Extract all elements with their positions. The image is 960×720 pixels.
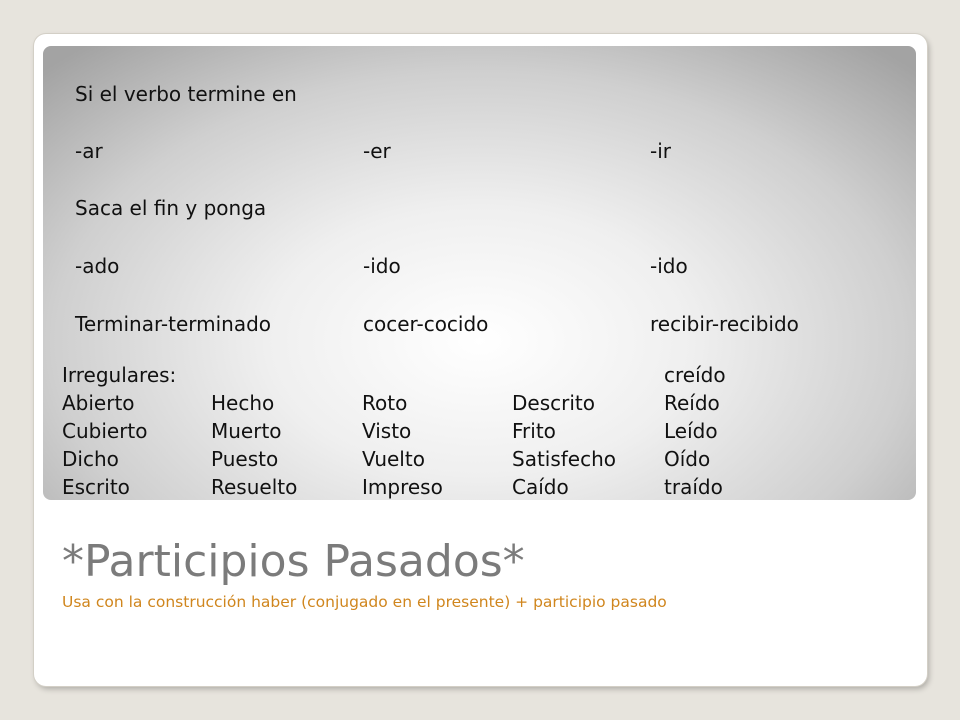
irregular-word: creído: [664, 363, 726, 387]
slide-title: *Participios Pasados*: [62, 536, 525, 587]
content-box: [43, 46, 916, 500]
ending-ar: -ar: [75, 139, 103, 163]
irregular-word: Dicho: [62, 447, 119, 471]
irregular-word: Frito: [512, 419, 556, 443]
irregular-word: Visto: [362, 419, 412, 443]
replacement-ido-ir: -ido: [650, 254, 688, 278]
example-er: cocer-cocido: [363, 312, 489, 336]
irregular-word: Escrito: [62, 475, 130, 499]
irregular-word: Impreso: [362, 475, 443, 499]
ending-er: -er: [363, 139, 391, 163]
irregular-word: traído: [664, 475, 723, 499]
example-ar: Terminar-terminado: [75, 312, 272, 336]
irregular-word: Roto: [362, 391, 408, 415]
ending-ir: -ir: [650, 139, 671, 163]
rule-instruction: Saca el fin y ponga: [75, 196, 267, 220]
irregular-word: Oído: [664, 447, 711, 471]
irregular-word: Vuelto: [362, 447, 425, 471]
irregular-word: Puesto: [211, 447, 279, 471]
example-ir: recibir-recibido: [650, 312, 799, 336]
rule-intro: Si el verbo termine en: [75, 82, 297, 106]
irregular-word: Abierto: [62, 391, 135, 415]
irregulares-heading: Irregulares:: [62, 363, 177, 387]
irregular-word: Satisfecho: [512, 447, 617, 471]
irregular-word: Resuelto: [211, 475, 298, 499]
irregular-word: Caído: [512, 475, 569, 499]
irregular-word: Hecho: [211, 391, 275, 415]
irregular-word: Cubierto: [62, 419, 148, 443]
irregular-word: Reído: [664, 391, 720, 415]
replacement-ido-er: -ido: [363, 254, 401, 278]
irregular-word: Muerto: [211, 419, 282, 443]
replacement-ado: -ado: [75, 254, 120, 278]
irregular-word: Descrito: [512, 391, 595, 415]
slide-subtitle: Usa con la construcción haber (conjugado en el presente) + participio pasado: [62, 593, 667, 611]
irregular-word: Leído: [664, 419, 718, 443]
